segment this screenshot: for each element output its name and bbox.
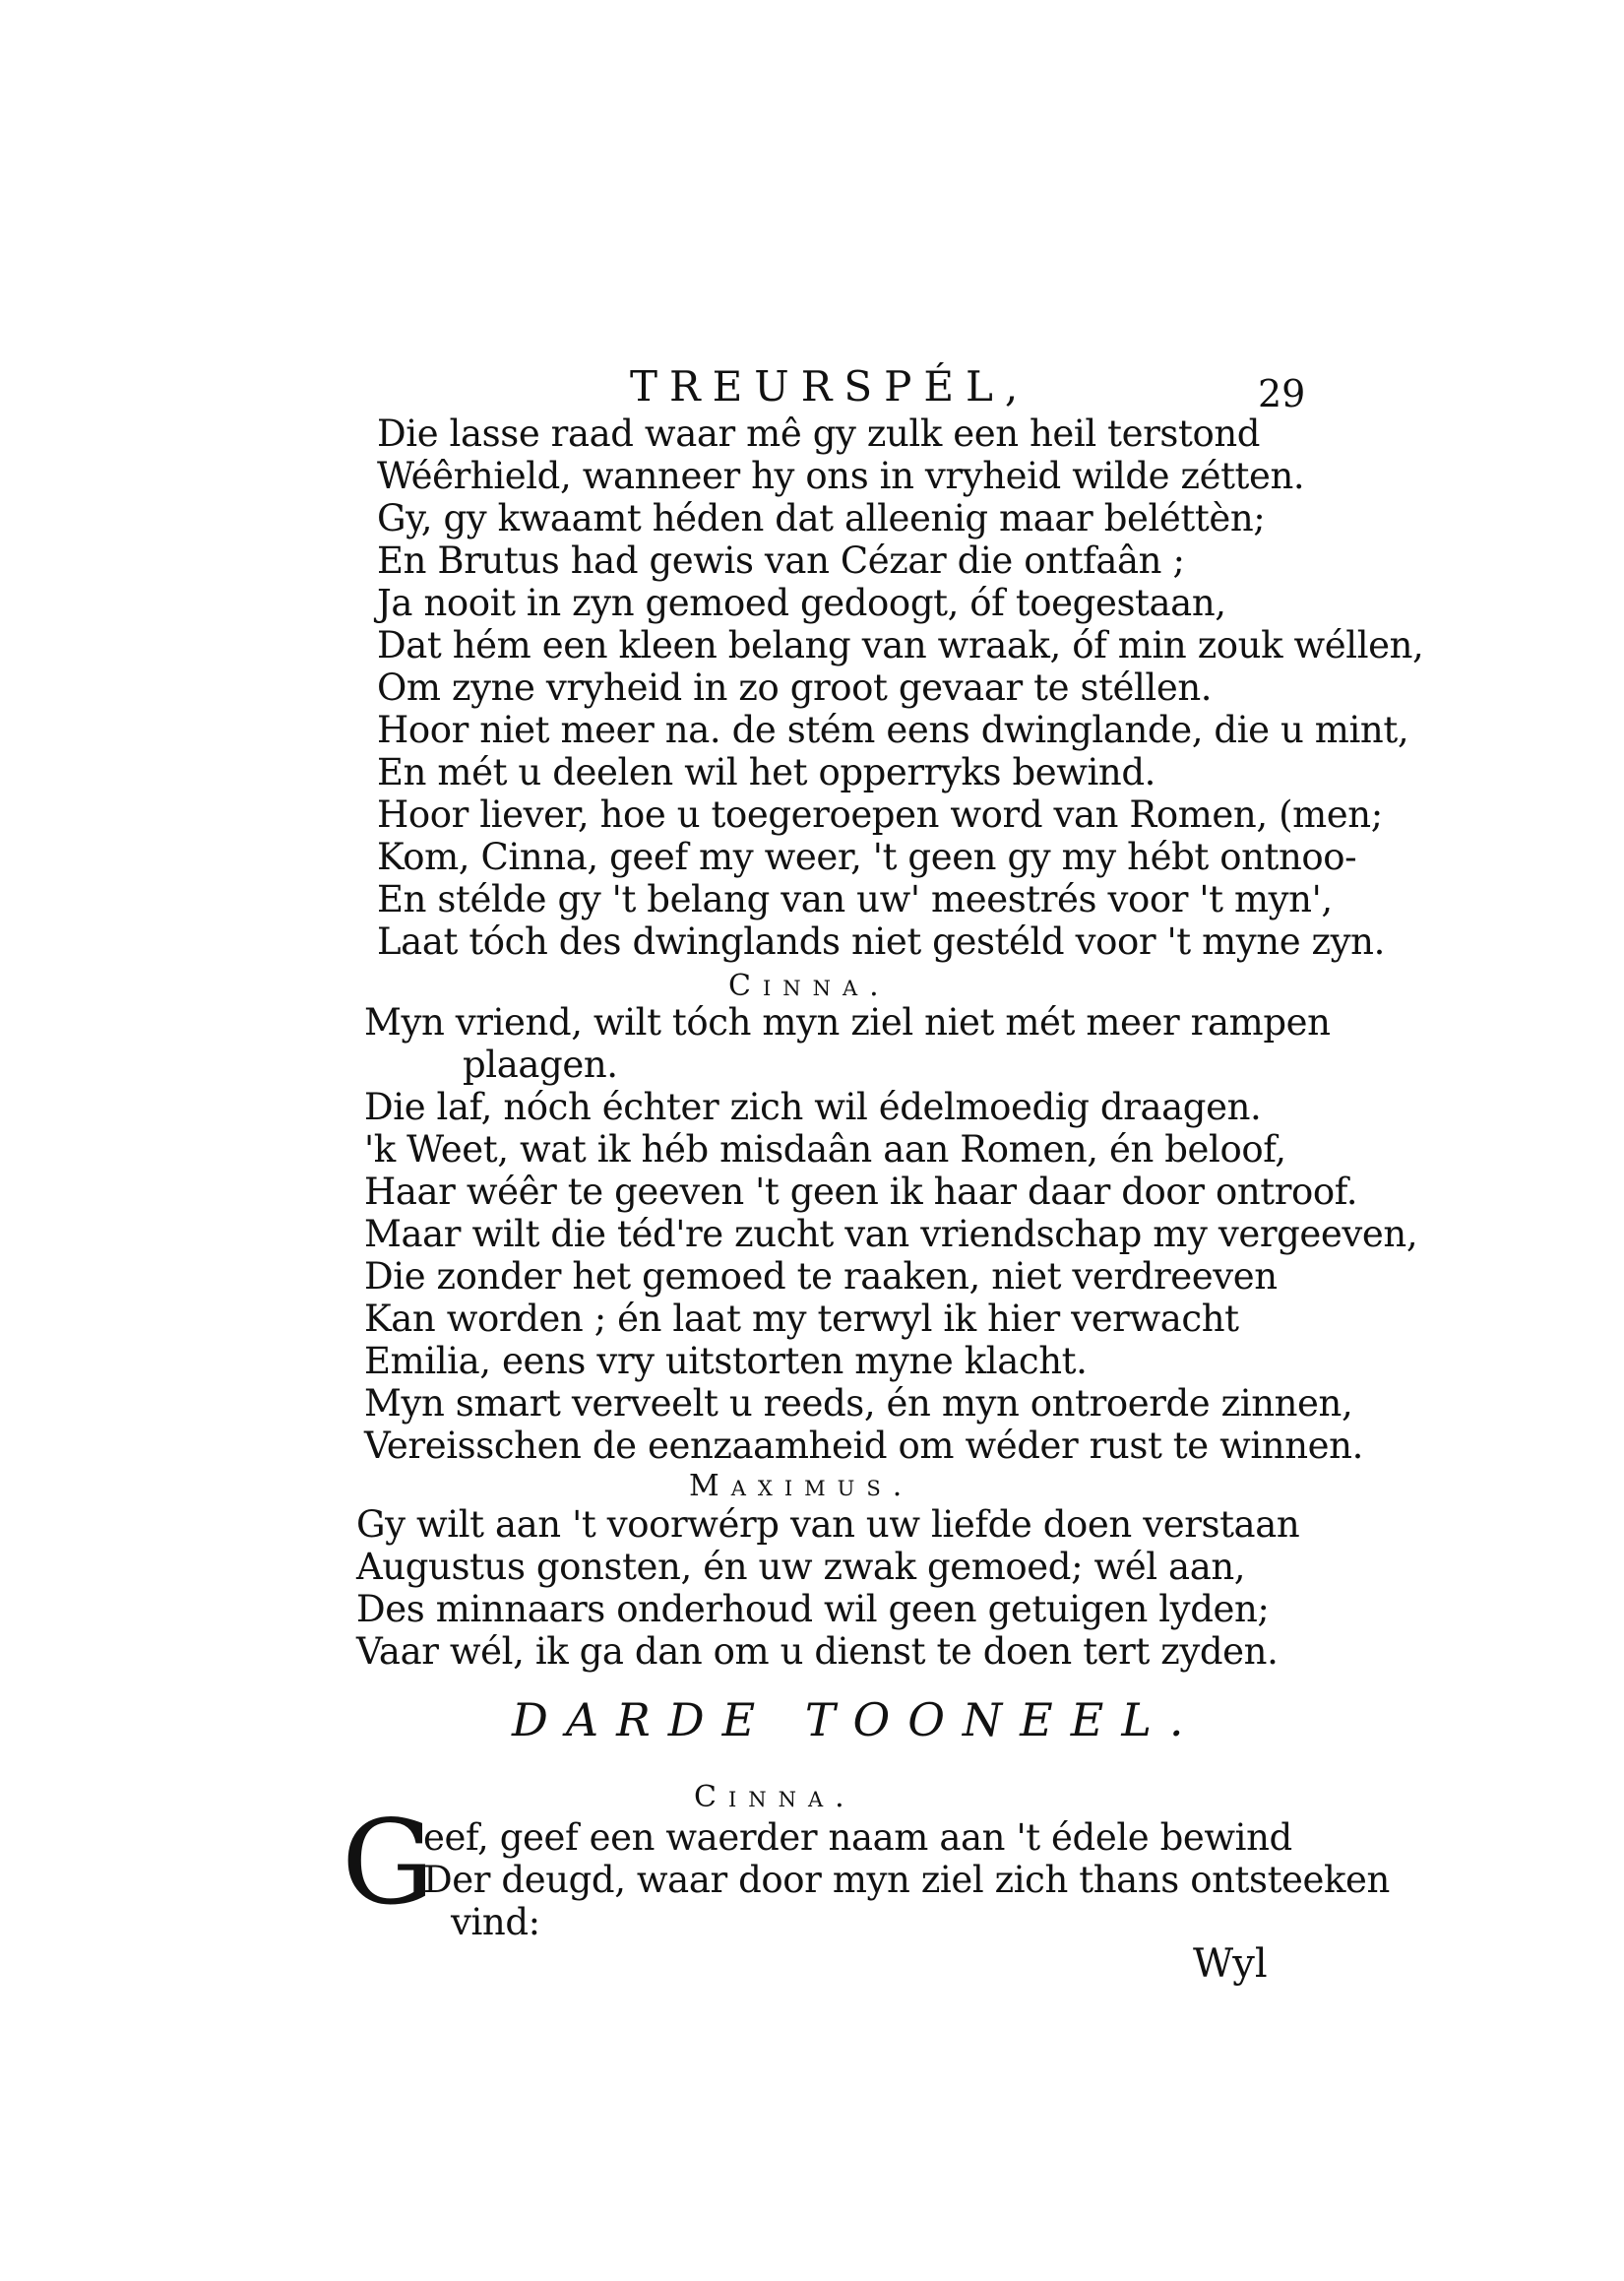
verse-line: 'k Weet, wat ik héb misdaân aan Romen, én beloof, [364, 1128, 1286, 1171]
verse-line: En mét u deelen wil het opperryks bewind. [377, 751, 1156, 793]
verse-line: Laat tóch des dwinglands niet gestéld voor 't myne zyn. [377, 920, 1385, 963]
verse-line: Kan worden ; én laat my terwyl ik hier verwacht [364, 1298, 1239, 1340]
speaker-name: Maximus. [689, 1469, 914, 1503]
verse-line: En stélde gy 't belang van uw' meestrés voor 't myn', [377, 878, 1333, 920]
verse-line: Emilia, eens vry uitstorten myne klacht. [364, 1340, 1088, 1382]
verse-line: plaagen. [463, 1044, 618, 1086]
verse-line: Die laf, nóch échter zich wil édelmoedig draagen. [364, 1086, 1262, 1128]
speaker-name: Cinna. [728, 969, 891, 1003]
verse-line: Gy, gy kwaamt héden dat alleenig maar beléttèn; [377, 497, 1266, 539]
verse-line: En Brutus had gewis van Cézar die ontfaân ; [377, 539, 1185, 582]
verse-line: Myn smart verveelt u reeds, én myn ontroerde zinnen, [364, 1382, 1353, 1425]
verse-line: Hoor liever, hoe u toegeroepen word van Romen, (men; [377, 793, 1383, 836]
verse-line: Maar wilt die téd're zucht van vriendschap my vergeeven, [364, 1213, 1418, 1255]
verse-line: Augustus gonsten, én uw zwak gemoed; wél aan, [356, 1546, 1246, 1588]
verse-line: eef, geef een waerder naam aan 't édele bewind [423, 1816, 1292, 1859]
verse-line: Des minnaars onderhoud wil geen getuigen lyden; [356, 1588, 1270, 1630]
verse-line: vind: [451, 1901, 540, 1943]
verse-line: Ja nooit in zyn gemoed gedoogt, óf toegestaan, [377, 582, 1226, 624]
drop-capital: G [342, 1795, 435, 1931]
verse-line: Die zonder het gemoed te raaken, niet verdreeven [364, 1255, 1278, 1298]
scene-heading: DARDE TOONEEL. [512, 1693, 1202, 1746]
verse-line: Wéêrhield, wanneer hy ons in vryheid wilde zétten. [377, 455, 1305, 497]
page-number: 29 [1258, 372, 1306, 415]
verse-line: Gy wilt aan 't voorwérp van uw liefde doen verstaan [356, 1503, 1300, 1546]
catchword: Wyl [1193, 1941, 1268, 1987]
verse-line: Vaar wél, ik ga dan om u dienst te doen tert zyden. [356, 1630, 1279, 1673]
verse-line: Om zyne vryheid in zo groot gevaar te stéllen. [377, 666, 1213, 709]
verse-line: Die lasse raad waar mê gy zulk een heil terstond [377, 412, 1261, 455]
verse-line: Myn vriend, wilt tóch myn ziel niet mét meer rampen [364, 1001, 1331, 1044]
verse-line: Dat hém een kleen belang van wraak, óf min zouk wéllen, [377, 624, 1424, 666]
verse-line: Hoor niet meer na. de stém eens dwinglande, die u mint, [377, 709, 1409, 751]
verse-line: Kom, Cinna, geef my weer, 't geen gy my hébt ontnoo- [377, 836, 1357, 878]
verse-line: Haar wéêr te geeven 't geen ik haar daar door ontroof. [364, 1171, 1358, 1213]
speaker-name: Cinna. [694, 1780, 856, 1814]
verse-line: Vereisschen de eenzaamheid om wéder rust te winnen. [364, 1425, 1363, 1467]
verse-line: Der deugd, waar door myn ziel zich thans ontsteeken [423, 1859, 1390, 1901]
running-header-title: TREURSPÉL, [630, 362, 1031, 411]
